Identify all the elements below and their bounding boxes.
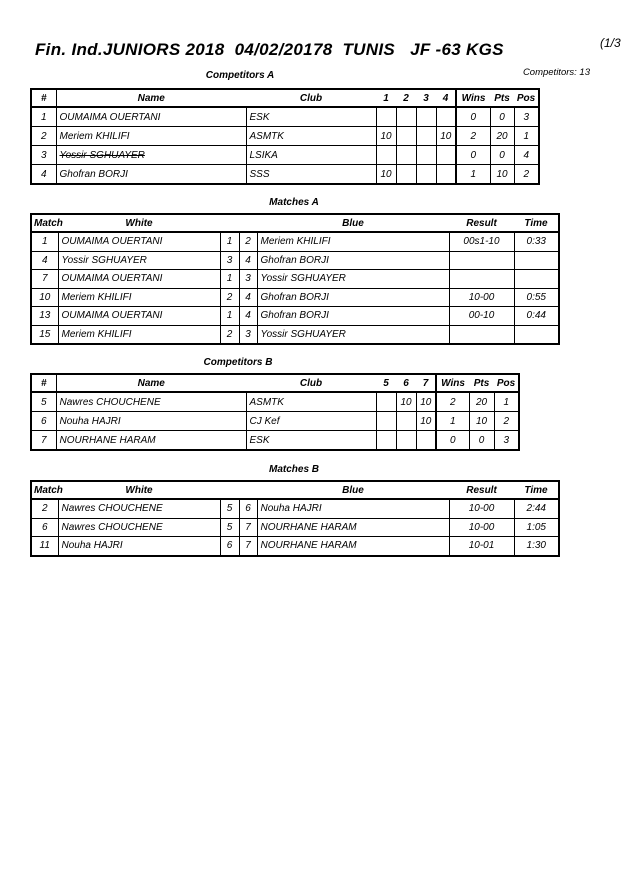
cell-wins: 1 [436, 412, 469, 431]
cell-result: 10-00 [449, 499, 514, 518]
col-header-pos: Pos [514, 89, 539, 107]
cell-white-name: Nawres CHOUCHENE [58, 499, 220, 518]
cell-match-num: 15 [31, 325, 58, 344]
cell-num: 6 [31, 412, 56, 431]
cell-score-3 [416, 107, 436, 127]
cell-club: LSIKA [246, 146, 376, 165]
cell-white-seed: 5 [220, 499, 239, 518]
section-title-matches-b: Matches B [268, 464, 319, 475]
cell-wins: 0 [436, 431, 469, 451]
competitors-a-table [30, 88, 540, 185]
page-title: Fin. Ind.JUNIORS 2018 04/02/20178 TUNIS JF -63 KGS [35, 40, 504, 59]
cell-white-name: Meriem KHILIFI [58, 288, 220, 307]
cell-score-3 [416, 127, 436, 146]
cell-time [514, 270, 559, 289]
cell-blue-name: NOURHANE HARAM [257, 537, 449, 556]
col-header-3: 3 [416, 89, 436, 107]
col-header-result: Result [449, 481, 514, 499]
cell-score-2 [396, 146, 416, 165]
cell-num: 1 [31, 107, 56, 127]
cell-white-name: Nouha HAJRI [58, 537, 220, 556]
cell-pos: 4 [514, 146, 539, 165]
col-header-club: Club [246, 89, 376, 107]
col-header-name: Name [56, 89, 246, 107]
cell-score-3 [416, 165, 436, 185]
col-header-num: # [31, 89, 56, 107]
match-row [31, 537, 559, 556]
cell-time [514, 325, 559, 344]
col-header-4: 4 [436, 89, 456, 107]
cell-score-7: 10 [416, 412, 436, 431]
cell-match-num: 4 [31, 251, 58, 270]
col-header-7: 7 [416, 374, 436, 392]
col-header-wins: Wins [456, 89, 490, 107]
cell-name: Nawres CHOUCHENE [56, 392, 246, 412]
cell-score-1 [376, 107, 396, 127]
cell-score-5 [376, 431, 396, 451]
section-title-competitors-b: Competitors B [203, 357, 273, 368]
cell-result [449, 270, 514, 289]
col-header-wins: Wins [436, 374, 469, 392]
competitors-b-table [30, 373, 520, 451]
cell-score-4: 10 [436, 127, 456, 146]
cell-time: 2:44 [514, 499, 559, 518]
cell-pts: 20 [469, 392, 494, 412]
cell-score-7: 10 [416, 392, 436, 412]
cell-score-6: 10 [396, 392, 416, 412]
col-header-blue-num [239, 214, 257, 232]
cell-match-num: 13 [31, 307, 58, 326]
section-title-competitors-a: Competitors A [205, 70, 275, 81]
cell-num: 3 [31, 146, 56, 165]
cell-name: NOURHANE HARAM [56, 431, 246, 451]
col-header-result: Result [449, 214, 514, 232]
cell-pts: 10 [469, 412, 494, 431]
cell-result [449, 251, 514, 270]
cell-blue-seed: 7 [239, 518, 257, 537]
competitor-row [31, 165, 539, 185]
cell-wins: 1 [456, 165, 490, 185]
cell-blue-seed: 4 [239, 288, 257, 307]
cell-result: 10-00 [449, 518, 514, 537]
cell-score-2 [396, 127, 416, 146]
match-row [31, 232, 559, 251]
cell-time: 1:30 [514, 537, 559, 556]
cell-score-6 [396, 412, 416, 431]
cell-white-seed: 1 [220, 270, 239, 289]
cell-name: Meriem KHILIFI [56, 127, 246, 146]
competitor-row [31, 146, 539, 165]
competitors-total: Competitors: 13 [522, 67, 590, 78]
cell-score-1: 10 [376, 127, 396, 146]
col-header-num: # [31, 374, 56, 392]
cell-name-eliminated: Yossir SGHUAYER [56, 146, 246, 165]
col-header-6: 6 [396, 374, 416, 392]
match-row [31, 270, 559, 289]
col-header-pos: Pos [494, 374, 519, 392]
cell-white-seed: 1 [220, 232, 239, 251]
col-header-white: White [58, 481, 220, 499]
match-row [31, 307, 559, 326]
cell-pts: 0 [469, 431, 494, 451]
cell-blue-name: Ghofran BORJI [257, 288, 449, 307]
cell-blue-name: Ghofran BORJI [257, 251, 449, 270]
cell-club: CJ Kef [246, 412, 376, 431]
cell-score-4 [436, 107, 456, 127]
cell-pts: 10 [490, 165, 514, 185]
col-header-club: Club [246, 374, 376, 392]
cell-name: Ghofran BORJI [56, 165, 246, 185]
cell-club: ASMTK [246, 127, 376, 146]
col-header-blue-num [239, 481, 257, 499]
match-row [31, 499, 559, 518]
cell-score-2 [396, 107, 416, 127]
cell-white-seed: 3 [220, 251, 239, 270]
cell-wins: 0 [456, 107, 490, 127]
cell-white-seed: 2 [220, 288, 239, 307]
section-title-matches-a: Matches A [269, 197, 319, 208]
cell-time: 0:33 [514, 232, 559, 251]
col-header-time: Time [514, 481, 559, 499]
table-header-row [31, 481, 559, 499]
cell-blue-seed: 2 [239, 232, 257, 251]
cell-blue-seed: 4 [239, 251, 257, 270]
col-header-time: Time [514, 214, 559, 232]
competitor-row [31, 107, 539, 127]
cell-wins: 2 [456, 127, 490, 146]
cell-time [514, 251, 559, 270]
matches-b-table [30, 480, 560, 557]
page-fraction: (1/3 [600, 36, 621, 50]
cell-blue-name: Meriem KHILIFI [257, 232, 449, 251]
cell-white-name: Nawres CHOUCHENE [58, 518, 220, 537]
cell-white-name: OUMAIMA OUERTANI [58, 270, 220, 289]
cell-match-num: 1 [31, 232, 58, 251]
cell-match-num: 10 [31, 288, 58, 307]
cell-result [449, 325, 514, 344]
cell-pos: 3 [514, 107, 539, 127]
cell-score-3 [416, 146, 436, 165]
col-header-1: 1 [376, 89, 396, 107]
col-header-2: 2 [396, 89, 416, 107]
cell-score-1 [376, 146, 396, 165]
cell-white-seed: 5 [220, 518, 239, 537]
col-header-name: Name [56, 374, 246, 392]
cell-white-name: Meriem KHILIFI [58, 325, 220, 344]
cell-num: 2 [31, 127, 56, 146]
competitor-row [31, 127, 539, 146]
matches-a-table [30, 213, 560, 345]
cell-score-5 [376, 412, 396, 431]
cell-score-4 [436, 146, 456, 165]
cell-club: SSS [246, 165, 376, 185]
table-header-row [31, 89, 539, 107]
cell-pos: 1 [494, 392, 519, 412]
cell-white-seed: 1 [220, 307, 239, 326]
cell-club: ESK [246, 107, 376, 127]
cell-pts: 20 [490, 127, 514, 146]
col-header-white-num [220, 214, 239, 232]
cell-blue-name: Nouha HAJRI [257, 499, 449, 518]
cell-pts: 0 [490, 107, 514, 127]
cell-num: 4 [31, 165, 56, 185]
cell-blue-name: Ghofran BORJI [257, 307, 449, 326]
cell-club: ASMTK [246, 392, 376, 412]
col-header-white: White [58, 214, 220, 232]
match-row [31, 251, 559, 270]
cell-score-6 [396, 431, 416, 451]
cell-result: 00-10 [449, 307, 514, 326]
col-header-blue: Blue [257, 214, 449, 232]
cell-name: OUMAIMA OUERTANI [56, 107, 246, 127]
cell-time: 0:44 [514, 307, 559, 326]
cell-blue-seed: 3 [239, 270, 257, 289]
col-header-pts: Pts [469, 374, 494, 392]
col-header-pts: Pts [490, 89, 514, 107]
cell-pts: 0 [490, 146, 514, 165]
cell-result: 00s1-10 [449, 232, 514, 251]
cell-time: 1:05 [514, 518, 559, 537]
cell-pos: 1 [514, 127, 539, 146]
cell-wins: 2 [436, 392, 469, 412]
competitor-row [31, 412, 519, 431]
cell-score-7 [416, 431, 436, 451]
cell-num: 7 [31, 431, 56, 451]
cell-blue-seed: 3 [239, 325, 257, 344]
cell-pos: 2 [494, 412, 519, 431]
cell-time: 0:55 [514, 288, 559, 307]
cell-num: 5 [31, 392, 56, 412]
col-header-white-num [220, 481, 239, 499]
cell-blue-name: Yossir SGHUAYER [257, 270, 449, 289]
cell-white-name: OUMAIMA OUERTANI [58, 307, 220, 326]
cell-club: ESK [246, 431, 376, 451]
cell-score-5 [376, 392, 396, 412]
cell-score-2 [396, 165, 416, 185]
cell-blue-name: NOURHANE HARAM [257, 518, 449, 537]
match-row [31, 288, 559, 307]
competitor-row [31, 392, 519, 412]
cell-match-num: 7 [31, 270, 58, 289]
table-header-row [31, 374, 519, 392]
cell-result: 10-00 [449, 288, 514, 307]
cell-score-4 [436, 165, 456, 185]
cell-match-num: 11 [31, 537, 58, 556]
table-header-row [31, 214, 559, 232]
cell-pos: 2 [514, 165, 539, 185]
cell-blue-seed: 4 [239, 307, 257, 326]
competitor-row [31, 431, 519, 451]
cell-white-name: Yossir SGHUAYER [58, 251, 220, 270]
cell-white-seed: 2 [220, 325, 239, 344]
col-header-5: 5 [376, 374, 396, 392]
cell-name: Nouha HAJRI [56, 412, 246, 431]
col-header-match: Match [31, 481, 58, 499]
col-header-match: Match [31, 214, 58, 232]
match-row [31, 518, 559, 537]
cell-white-seed: 6 [220, 537, 239, 556]
col-header-blue: Blue [257, 481, 449, 499]
cell-match-num: 2 [31, 499, 58, 518]
match-row [31, 325, 559, 344]
cell-match-num: 6 [31, 518, 58, 537]
cell-white-name: OUMAIMA OUERTANI [58, 232, 220, 251]
cell-pos: 3 [494, 431, 519, 451]
cell-blue-name: Yossir SGHUAYER [257, 325, 449, 344]
cell-wins: 0 [456, 146, 490, 165]
cell-blue-seed: 7 [239, 537, 257, 556]
cell-score-1: 10 [376, 165, 396, 185]
cell-result: 10-01 [449, 537, 514, 556]
cell-blue-seed: 6 [239, 499, 257, 518]
